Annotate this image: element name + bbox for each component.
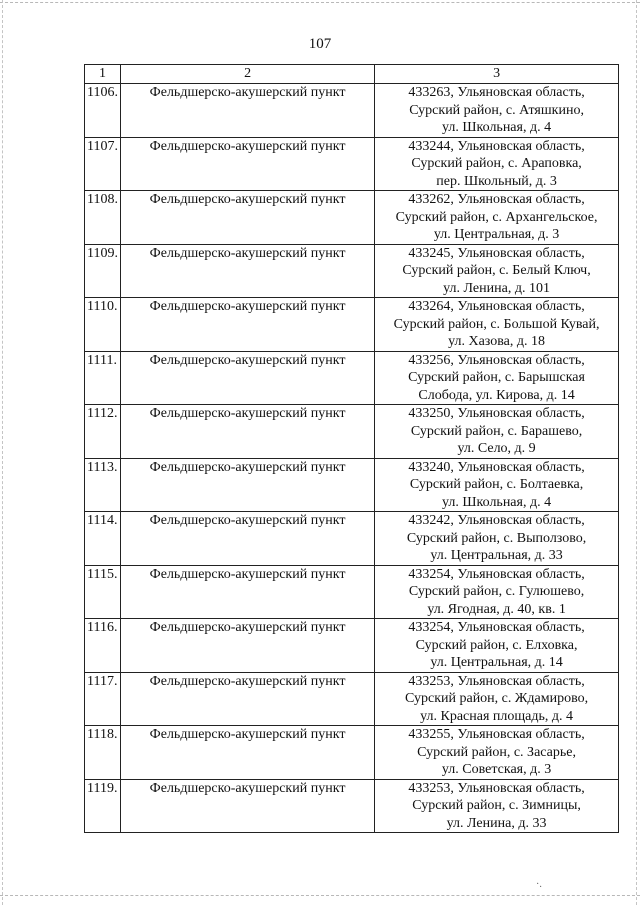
address-line: 433255, Ульяновская область, (408, 727, 585, 742)
facility-name: Фельдшерско-акушерский пункт (120, 672, 374, 726)
address-line: Сурский район, с. Белый Ключ, (402, 263, 591, 278)
row-number: 1114. (85, 512, 121, 566)
row-number: 1110. (85, 298, 121, 352)
facility-address (375, 244, 619, 298)
row-number: 1115. (85, 565, 121, 619)
address-line: 433240, Ульяновская область, (408, 459, 585, 475)
facilities-table (84, 64, 619, 833)
facility-name: Фельдшерско-акушерский пункт (120, 619, 374, 673)
row-number: 1117. (85, 672, 121, 726)
address-line: Сурский район, с. Елховка, (415, 637, 578, 653)
address-line: Сурский район, с. Гулюшево, (408, 584, 585, 599)
facility-name: Фельдшерско-акушерский пункт (120, 512, 374, 566)
table-row (85, 191, 619, 245)
address-line: 433253, Ульяновская область, (408, 780, 585, 796)
address-line: Сурский район, с. Зимницы, (412, 798, 581, 813)
facility-address (375, 84, 619, 138)
table-row (85, 779, 619, 833)
row-number: 1107. (85, 137, 121, 191)
facility-address (375, 726, 619, 780)
facility-name: Фельдшерско-акушерский пункт (120, 244, 374, 298)
facility-name: Фельдшерско-акушерский пункт (120, 298, 374, 352)
facility-address (375, 191, 619, 245)
scan-border-left (2, 0, 3, 905)
table-body (85, 84, 619, 833)
facility-name: Фельдшерско-акушерский пункт (120, 137, 374, 191)
table-row (85, 672, 619, 726)
address-line: 433242, Ульяновская область, (408, 513, 585, 528)
table-header-row (85, 65, 619, 84)
table-row (85, 244, 619, 298)
address-line: 433264, Ульяновская область, (408, 299, 585, 314)
facility-name: Фельдшерско-акушерский пункт (120, 351, 374, 405)
address-line: Сурский район, с. Выползово, (406, 530, 587, 546)
table-row (85, 565, 619, 619)
facility-name: Фельдшерско-акушерский пункт (120, 191, 374, 245)
address-line: Сурский район, с. Барашево, (410, 423, 583, 439)
facility-address (375, 565, 619, 619)
scan-border-right (636, 0, 637, 905)
address-line: ул. Советская, д. 3 (441, 762, 552, 777)
facility-name: Фельдшерско-акушерский пункт (120, 726, 374, 780)
address-line: ул. Центральная, д. 33 (430, 548, 563, 563)
address-line: 433254, Ульяновская область, (408, 620, 585, 635)
row-number: 1109. (85, 244, 121, 298)
facility-name: Фельдшерско-акушерский пункт (120, 405, 374, 459)
scan-speck: ·. (536, 879, 542, 890)
facility-address (375, 512, 619, 566)
row-number: 1111. (85, 351, 121, 405)
facility-name: Фельдшерско-акушерский пункт (120, 84, 374, 138)
facility-address (375, 298, 619, 352)
table-row (85, 298, 619, 352)
address-line: ул. Ленина, д. 33 (446, 815, 547, 831)
address-line: 433256, Ульяновская область, (408, 352, 585, 368)
column-header-1: 1 (85, 65, 121, 84)
table-row (85, 619, 619, 673)
address-line: ул. Хазова, д. 18 (448, 334, 546, 349)
row-number: 1108. (85, 191, 121, 245)
facility-name: Фельдшерско-акушерский пункт (120, 458, 374, 512)
address-line: пер. Школьный, д. 3 (436, 173, 557, 189)
address-line: ул. Центральная, д. 3 (433, 227, 560, 242)
facility-address (375, 351, 619, 405)
address-line: ул. Ленина, д. 101 (443, 280, 550, 296)
facility-address (375, 619, 619, 673)
facility-address (375, 137, 619, 191)
facility-name: Фельдшерско-акушерский пункт (120, 779, 374, 833)
column-header-2: 2 (120, 65, 374, 84)
column-header-3: 3 (375, 65, 619, 84)
row-number: 1119. (85, 779, 121, 833)
scan-border-bottom (0, 895, 640, 896)
address-line: Сурский район, с. Атяшкино, (409, 102, 584, 118)
address-line: 433245, Ульяновская область, (408, 245, 585, 261)
address-line: Сурский район, с. Болтаевка, (409, 477, 584, 492)
address-line: ул. Школьная, д. 4 (442, 494, 552, 510)
table-row (85, 405, 619, 459)
address-line: ул. Красная площадь, д. 4 (420, 708, 574, 724)
address-line: 433253, Ульяновская область, (408, 673, 585, 689)
page-number: 107 (308, 36, 332, 52)
address-line: Сурский район, с. Араповка, (411, 156, 582, 171)
address-line: 433254, Ульяновская область, (408, 566, 585, 582)
table-row (85, 84, 619, 138)
address-line: Сурский район, с. Барышская (408, 370, 585, 385)
address-line: Сурский район, с. Большой Кувай, (393, 316, 600, 332)
row-number: 1112. (85, 405, 121, 459)
scan-border-top (0, 2, 640, 3)
address-line: ул. Ягодная, д. 40, кв. 1 (427, 601, 566, 617)
facility-address (375, 405, 619, 459)
table-row (85, 137, 619, 191)
address-line: Сурский район, с. Засарье, (417, 744, 576, 760)
row-number: 1113. (85, 458, 121, 512)
address-line: ул. Школьная, д. 4 (442, 120, 552, 135)
row-number: 1116. (85, 619, 121, 673)
row-number: 1118. (85, 726, 121, 780)
address-line: Сурский район, с. Архангельское, (395, 209, 598, 225)
table-row (85, 512, 619, 566)
table-row (85, 458, 619, 512)
address-line: 433244, Ульяновская область, (408, 138, 585, 154)
address-line: Сурский район, с. Ждамирово, (404, 691, 589, 706)
address-line: ул. Село, д. 9 (457, 441, 536, 456)
facility-address (375, 458, 619, 512)
table-row (85, 726, 619, 780)
address-line: 433262, Ульяновская область, (408, 192, 585, 207)
facility-address (375, 672, 619, 726)
address-line: Слобода, ул. Кирова, д. 14 (418, 387, 575, 403)
address-line: 433250, Ульяновская область, (408, 406, 585, 421)
row-number: 1106. (85, 84, 121, 138)
address-line: ул. Центральная, д. 14 (430, 655, 563, 670)
facility-name: Фельдшерско-акушерский пункт (120, 565, 374, 619)
address-line: 433263, Ульяновская область, (408, 85, 585, 100)
facility-address (375, 779, 619, 833)
table-row (85, 351, 619, 405)
